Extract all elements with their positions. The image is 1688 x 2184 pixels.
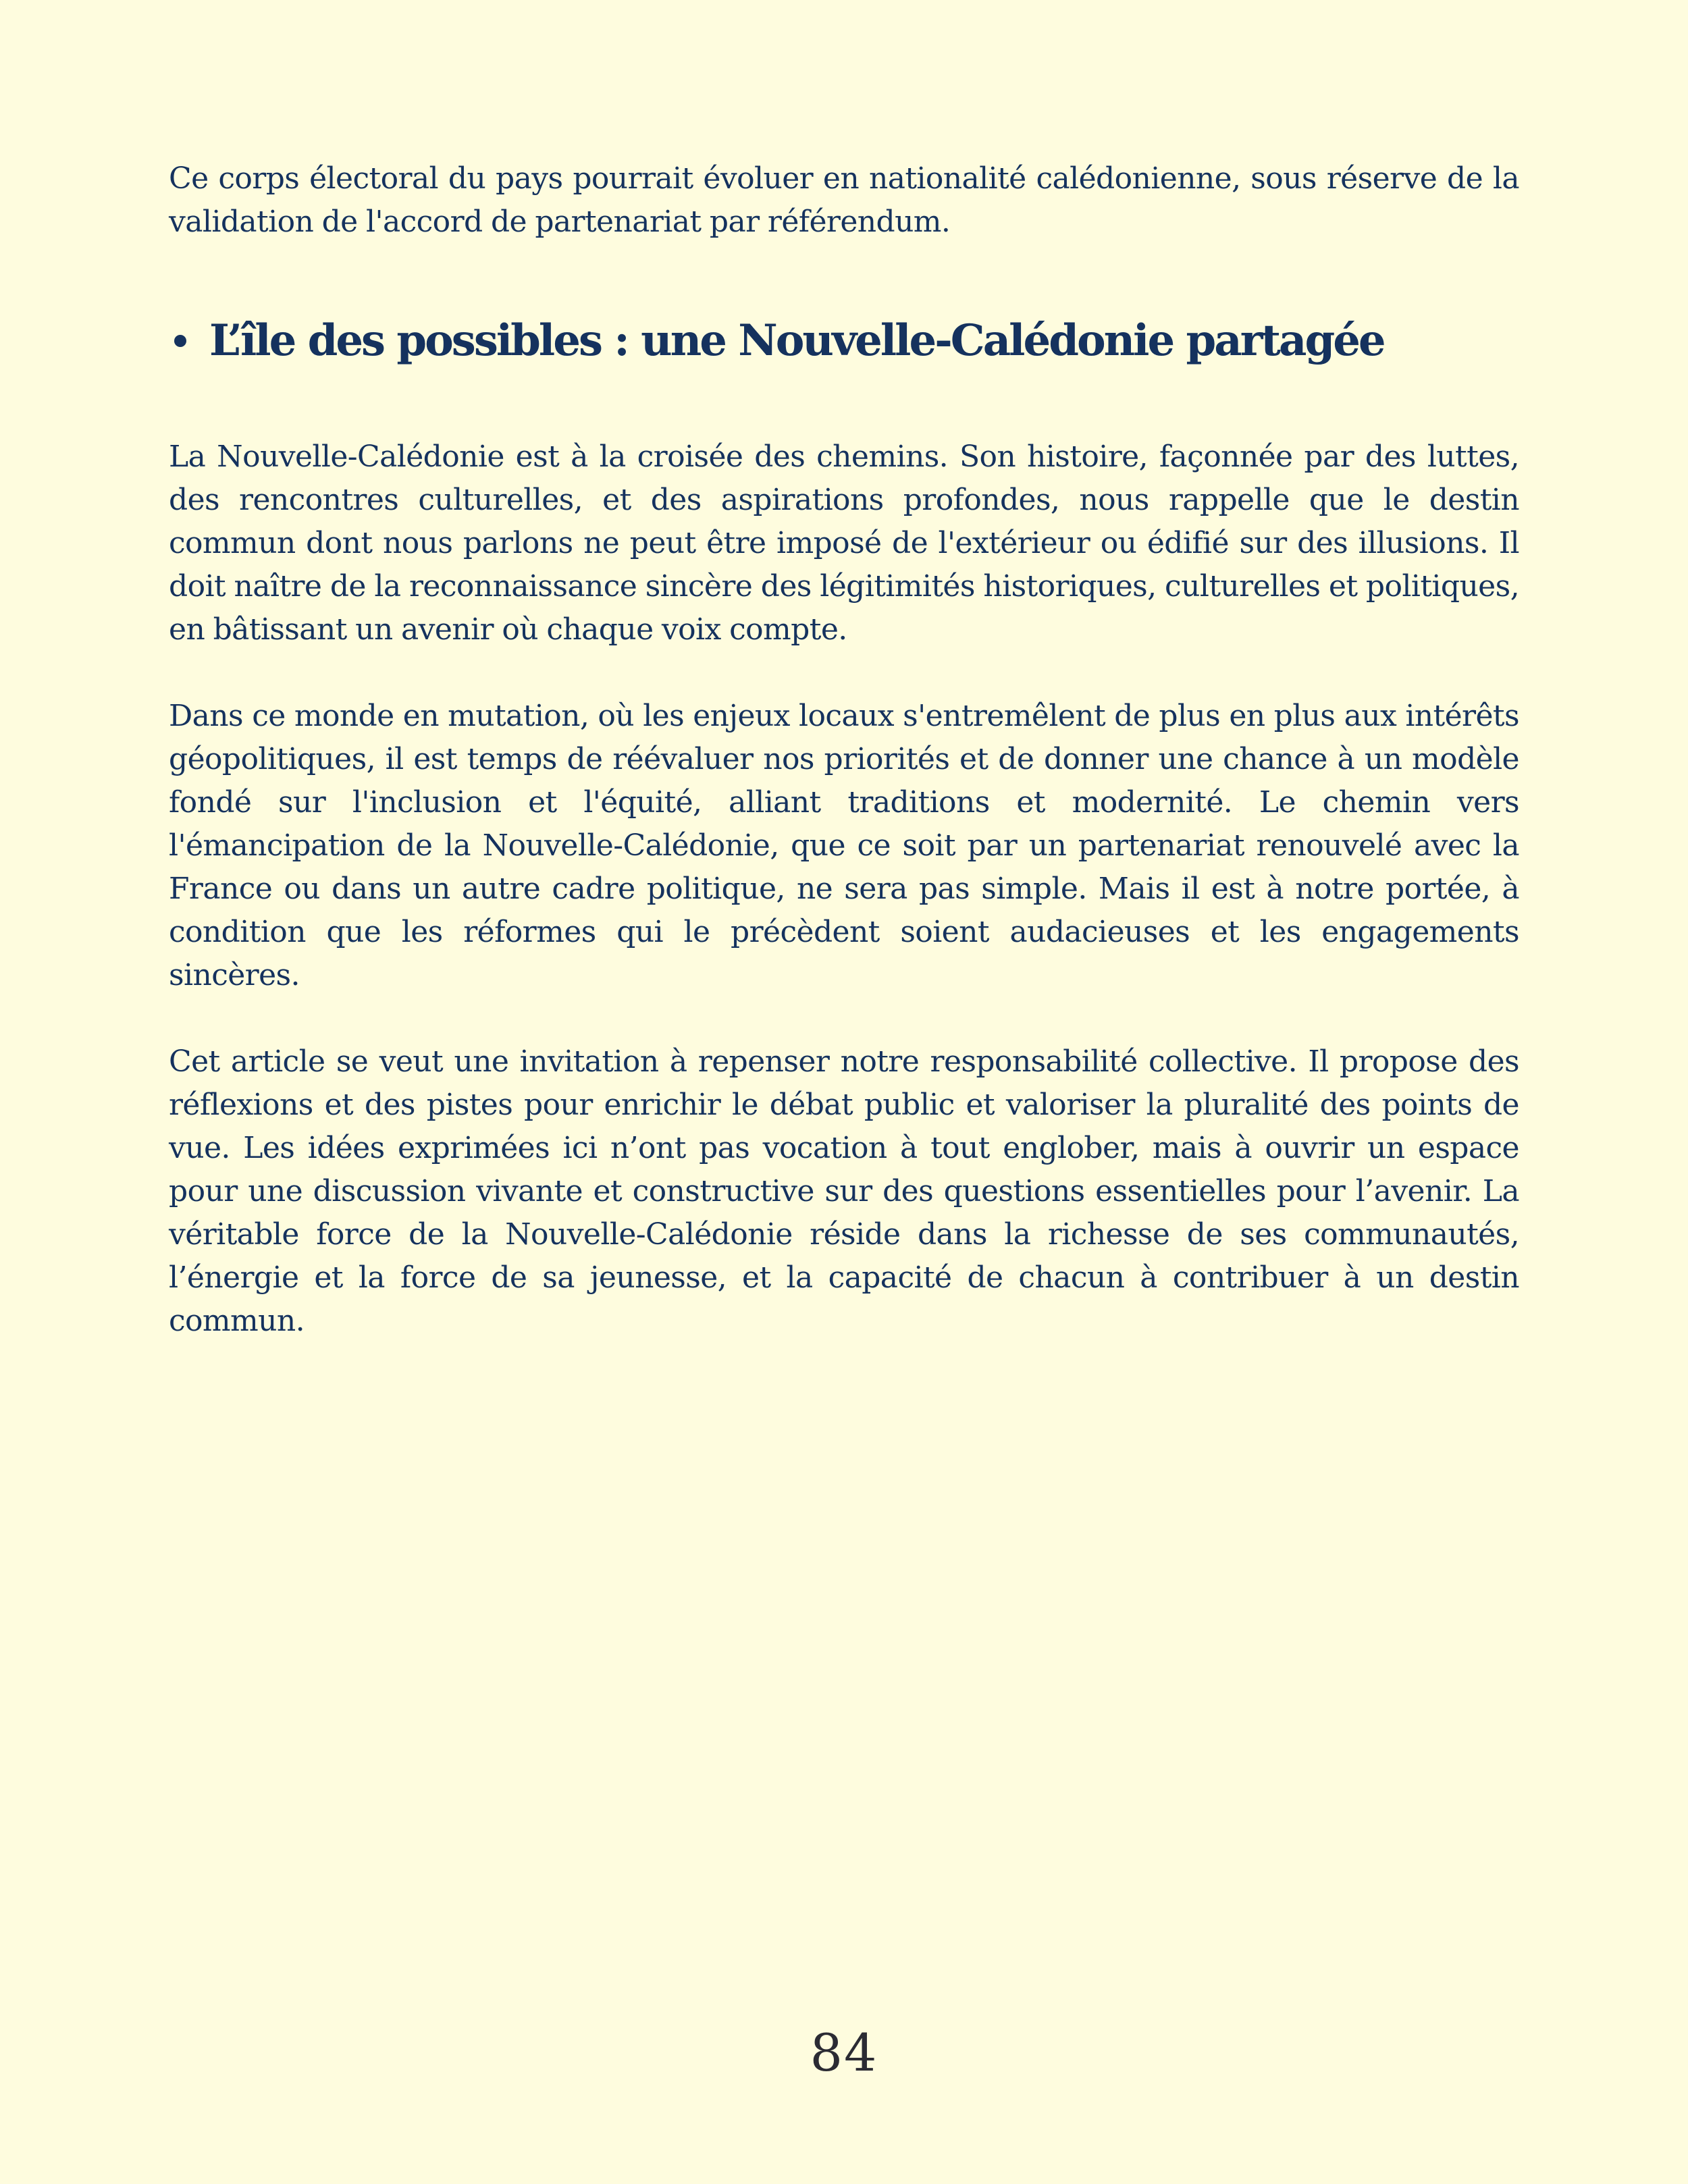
intro-paragraph: Ce corps électoral du pays pourrait évoluer en nationalité calédonienne, sous réserve de la validation de l'accord de partenariat par référendum. [169, 161, 1519, 239]
body-paragraph-1: La Nouvelle-Calédonie est à la croisée des chemins. Son histoire, façonnée par des luttes, des rencontres culturelles, et des aspirations profondes, nous rappelle que le destin commun dont nous parlons ne peut être imposé de l'extérieur ou édifié sur des illusions. Il doit naître de la reconnaissance sincère des légitimités historiques, culturelles et politiques, en bâtissant un avenir où chaque voix compte. [169, 440, 1519, 647]
body-paragraph-2: Dans ce monde en mutation, où les enjeux locaux s'entremêlent de plus en plus aux intérêts géopolitiques, il est temps de réévaluer nos priorités et de donner une chance à un modèle fondé sur l'inclusion et l'équité, alliant traditions et modernité. Le chemin vers l'émancipation de la Nouvelle-Calédonie, que ce soit par un partenariat renouvelé avec la France ou dans un autre cadre politique, ne sera pas simple. Mais il est à notre portée, à condition que les réformes qui le précèdent soient audacieuses et les engagements sincères. [169, 699, 1519, 992]
page-content [169, 157, 1519, 1343]
page-number: 84 [810, 2023, 878, 2083]
section-heading-text: L’île des possibles : une Nouvelle-Calédonie partagée [209, 315, 1384, 366]
body-paragraph-3: Cet article se veut une invitation à repenser notre responsabilité collective. Il propose des réflexions et des pistes pour enrichir le débat public et valoriser la pluralité des points de vue. Les idées exprimées ici n’ont pas vocation à tout englober, mais à ouvrir un espace pour une discussion vivante et constructive sur des questions essentielles pour l’avenir. La véritable force de la Nouvelle-Calédonie réside dans la richesse de ses communautés, l’énergie et la force de sa jeunesse, et la capacité de chacun à contribuer à un destin commun. [169, 1044, 1519, 1338]
bullet-icon [174, 335, 186, 347]
section-heading [169, 309, 1519, 373]
